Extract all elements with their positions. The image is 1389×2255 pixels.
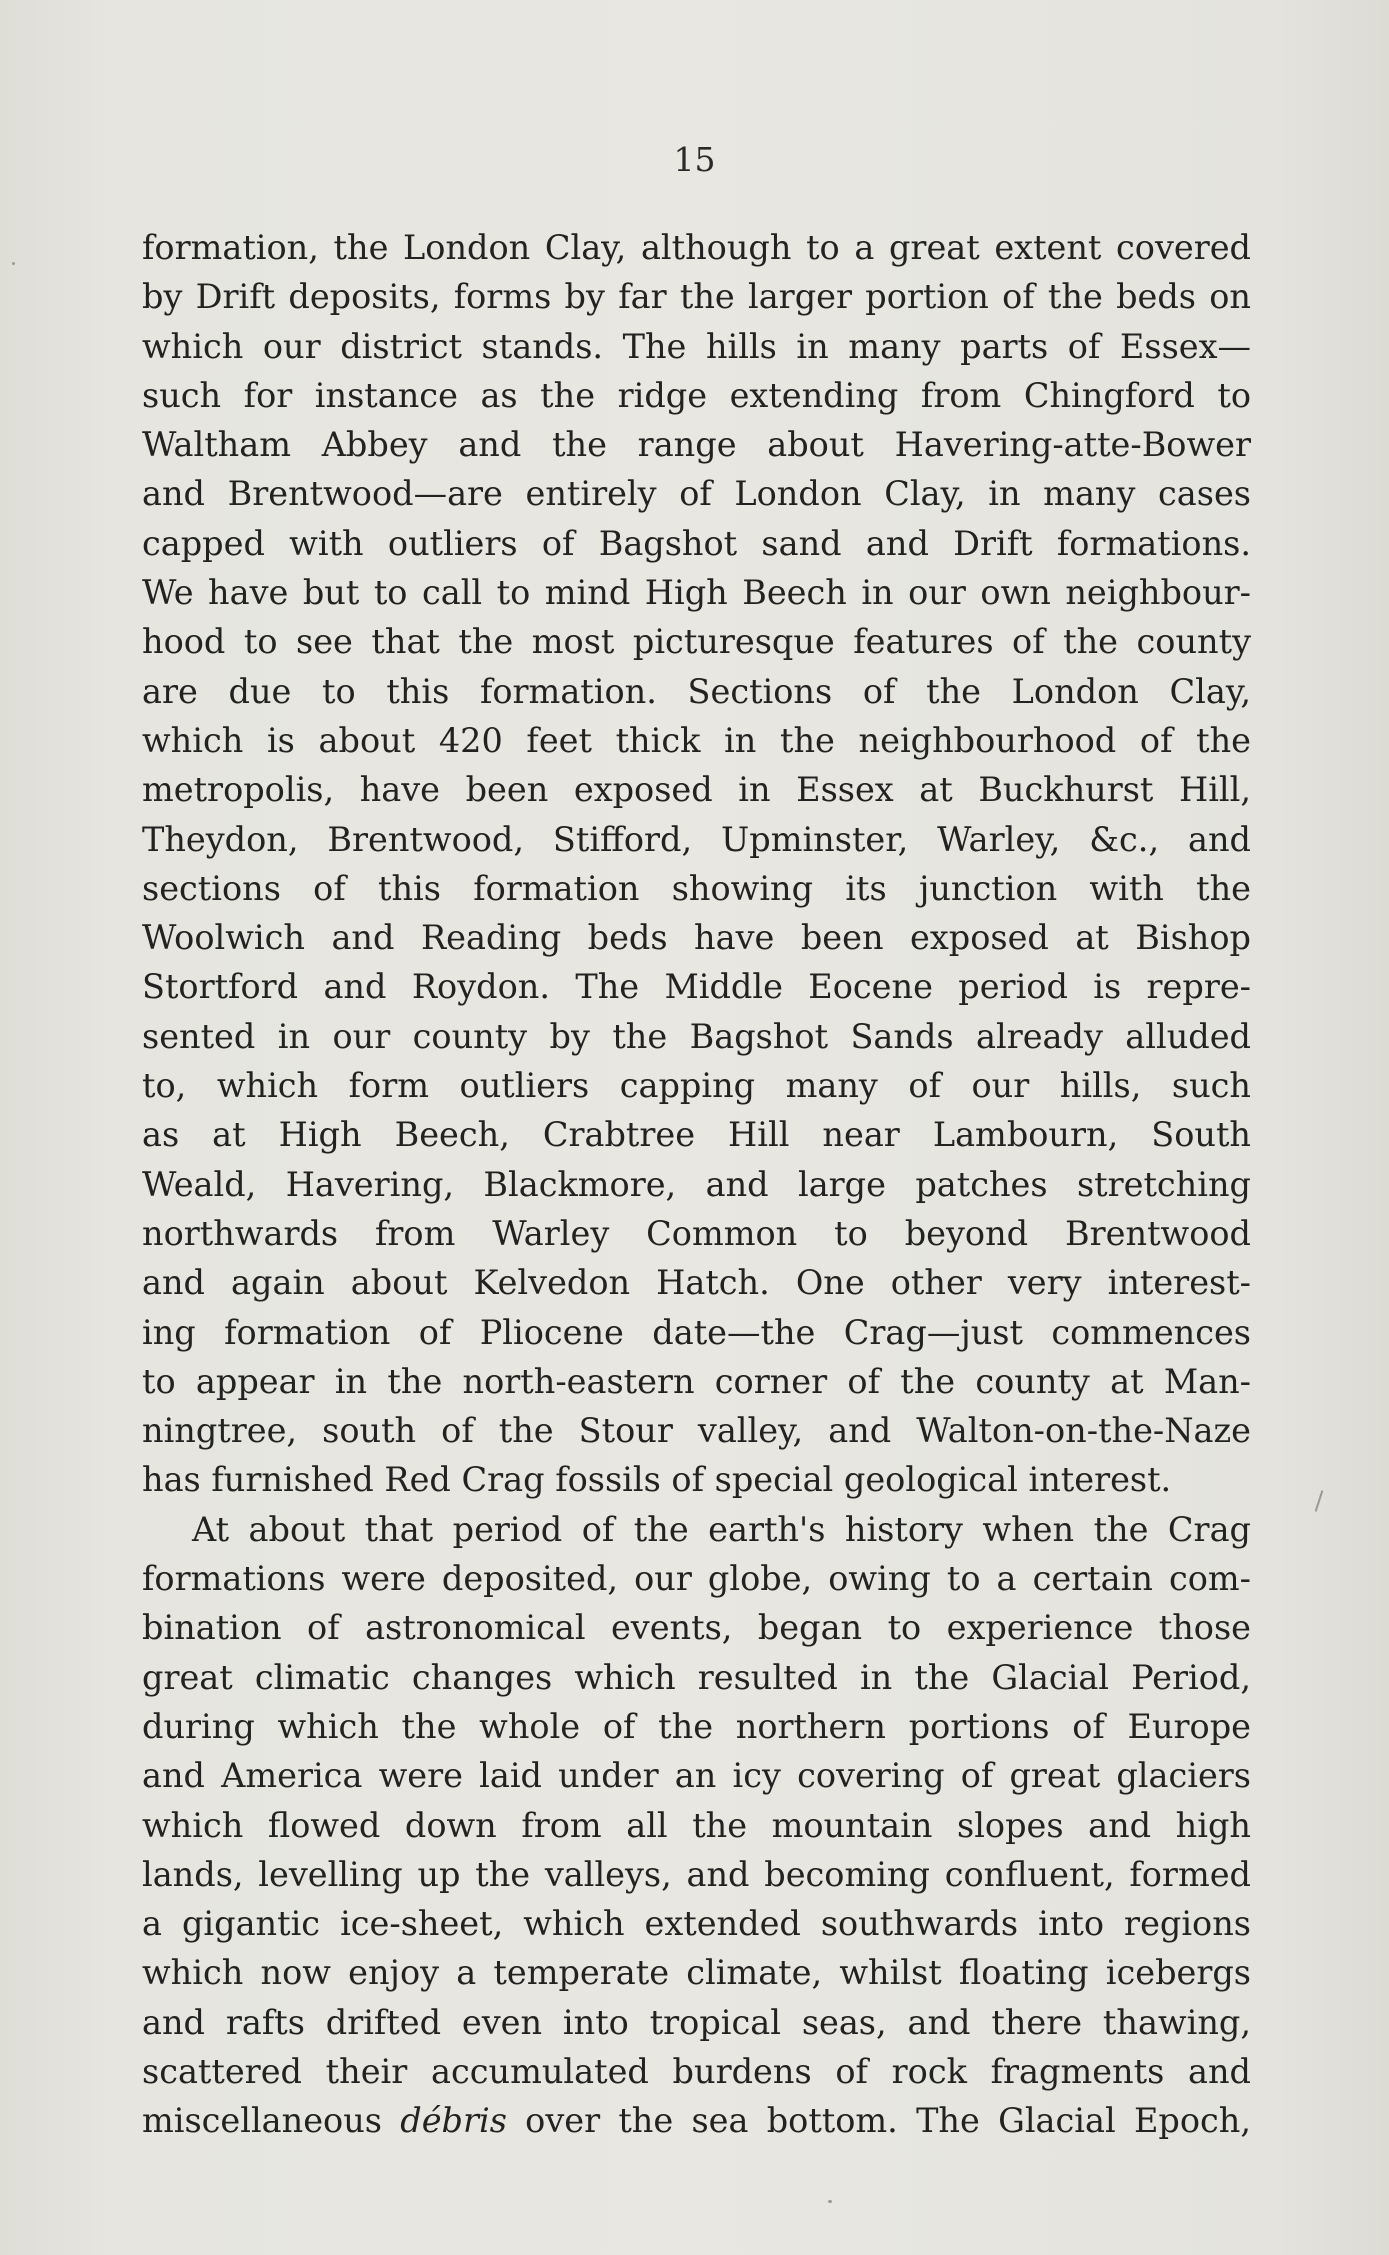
paper-speck [1315,1490,1324,1512]
paragraph-start-line: At about that period of the earth's history when the Crag [192,1509,1251,1549]
body-text [142,223,1251,2146]
text-line: hood to see that the most picturesque features of the county [142,622,1251,662]
text-line: formations were deposited, our globe, owing to a certain com- [142,1559,1251,1599]
text-line: lands, levelling up the valleys, and becoming confluent, formed [142,1854,1251,1894]
text-line: by Drift deposits, forms by far the larger portion of the beds on [142,277,1251,317]
text-line: which now enjoy a temperate climate, whilst floating icebergs [142,1953,1251,1993]
text-line: bination of astronomical events, began to experience those [142,1608,1251,1648]
text-line: such for instance as the ridge extending from Chingford to [142,375,1251,415]
text-line: formation, the London Clay, although to a great extent covered [142,228,1251,267]
text-line: to, which form outliers capping many of our hills, such [142,1066,1251,1106]
text-line: capped with outliers of Bagshot sand and Drift formations. [142,523,1251,563]
text-line: great climatic changes which resulted in the Glacial Period, [142,1657,1251,1697]
text-line: are due to this formation. Sections of the London Clay, [142,671,1251,711]
paragraph-end-line: has furnished Red Crag fossils of special geological interest. [142,1460,1172,1500]
text-line: sections of this formation showing its junction with the [142,868,1251,908]
text-line: ningtree, south of the Stour valley, and Walton-on-the-Naze [142,1411,1251,1451]
paper-speck [12,262,15,265]
text-line: ing formation of Pliocene date—the Crag—just commences [142,1312,1251,1352]
text-line: We have but to call to mind High Beech in our own neighbour- [142,573,1251,613]
text-line: which our district stands. The hills in many parts of Essex— [142,326,1251,366]
text-line: and rafts drifted even into tropical seas, and there thawing, [142,2002,1251,2042]
text-line: a gigantic ice-sheet, which extended southwards into regions [142,1904,1251,1944]
text-line: northwards from Warley Common to beyond Brentwood [142,1213,1251,1253]
text-line: during which the whole of the northern portions of Europe [142,1706,1251,1746]
text-line: metropolis, have been exposed in Essex at Buckhurst Hill, [142,770,1251,810]
text-line: which is about 420 feet thick in the neighbourhood of the [142,720,1251,760]
paper-speck [828,2200,832,2203]
text-line: as at High Beech, Crabtree Hill near Lambourn, South [142,1115,1251,1155]
text-line: and Brentwood—are entirely of London Clay, in many cases [142,474,1251,514]
text-line: and America were laid under an icy covering of great glaciers [142,1756,1251,1796]
text-line: to appear in the north-eastern corner of the county at Man- [142,1361,1251,1401]
text-line: Weald, Havering, Blackmore, and large patches stretching [142,1164,1251,1204]
text-line: scattered their accumulated burdens of rock fragments and [142,2051,1251,2091]
page-number: 15 [673,140,716,179]
text-line: and again about Kelvedon Hatch. One other very interest- [142,1263,1251,1303]
final-text-line [142,2096,1251,2145]
text-line: Stortford and Roydon. The Middle Eocene period is repre- [142,967,1251,1007]
text-line: sented in our county by the Bagshot Sands already alluded [142,1016,1251,1056]
italic-word: débris [400,2101,507,2141]
final-line-start: miscellaneous [142,2101,401,2141]
text-line: Woolwich and Reading beds have been exposed at Bishop [142,918,1251,958]
final-line-end: over the sea bottom. The Glacial Epoch, [506,2101,1251,2141]
text-line: Waltham Abbey and the range about Havering-atte-Bower [142,425,1251,465]
text-line: which flowed down from all the mountain slopes and high [142,1805,1251,1845]
text-line: Theydon, Brentwood, Stifford, Upminster, Warley, &c., and [142,819,1251,859]
